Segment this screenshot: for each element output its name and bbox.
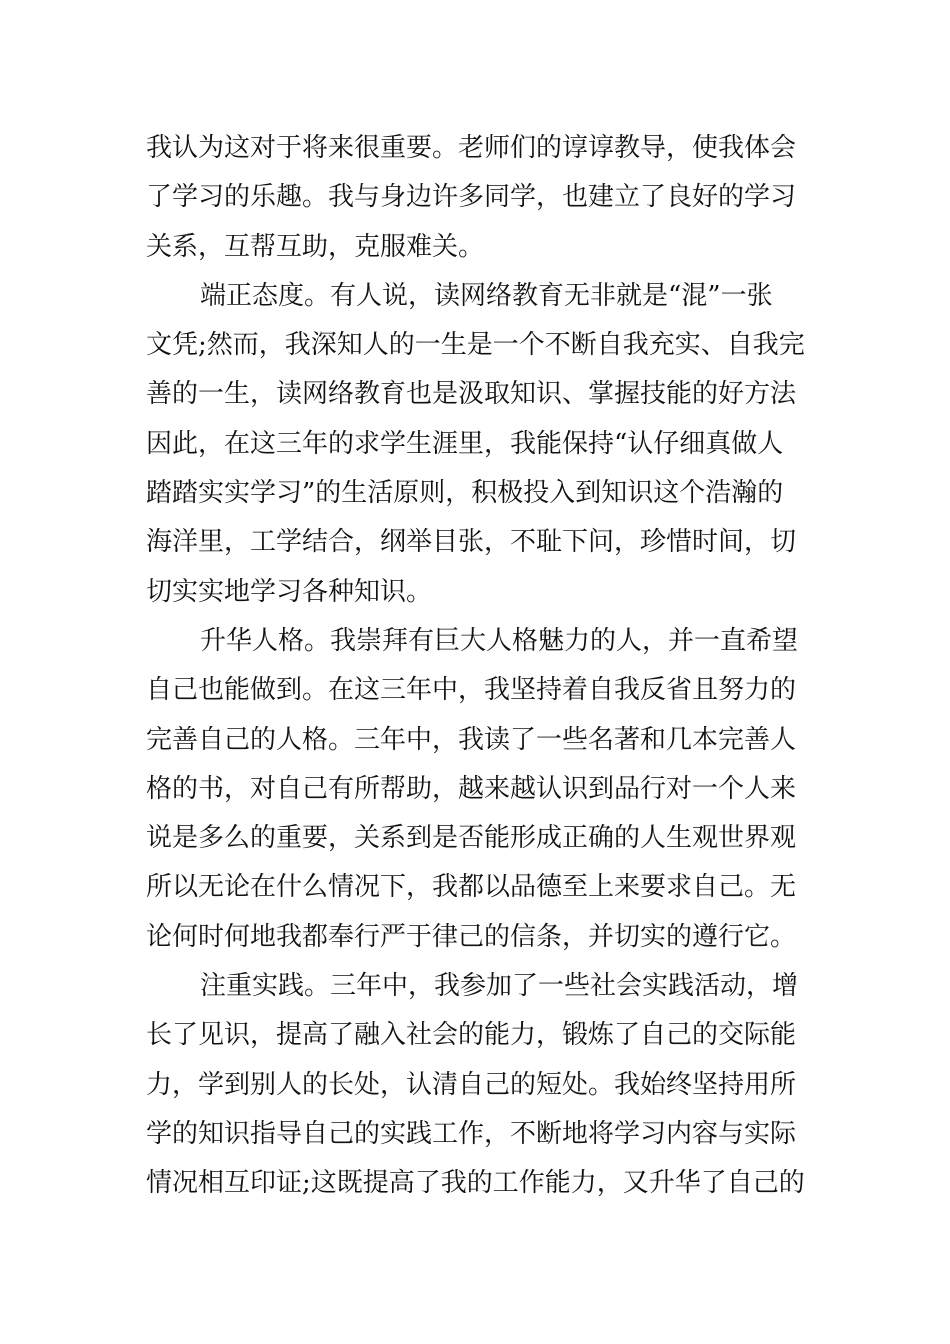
text-line: 格的书，对自己有所帮助，越来越认识到品行对一个人来 — [146, 773, 797, 804]
text-line: 自己也能做到。在这三年中，我坚持着自我反省且努力的 — [146, 675, 797, 706]
paragraph-personality — [146, 617, 816, 962]
text-line: 切实实地学习各种知识。 — [146, 576, 433, 607]
text-line: 完善自己的人格。三年中，我读了一些名著和几本完善人 — [146, 724, 797, 755]
document-body — [146, 124, 816, 1209]
text-line: 说是多么的重要，关系到是否能形成正确的人生观世界观 — [146, 823, 797, 854]
text-line: 情况相互印证;这既提高了我的工作能力，又升华了自己的 — [146, 1168, 805, 1199]
text-line: 注重实践。三年中，我参加了一些社会实践活动，增 — [200, 971, 799, 1002]
text-line: 关系，互帮互助，克服难关。 — [146, 231, 485, 262]
text-line: 因此，在这三年的求学生涯里，我能保持“认仔细真做人 — [146, 428, 784, 459]
paragraph-attitude — [146, 272, 816, 617]
text-line: 学的知识指导自己的实践工作，不断地将学习内容与实际 — [146, 1118, 797, 1149]
text-line: 长了见识，提高了融入社会的能力，锻炼了自己的交际能 — [146, 1020, 797, 1051]
text-line: 升华人格。我崇拜有巨大人格魅力的人，并一直希望 — [200, 625, 799, 656]
text-line: 海洋里，工学结合，纲举目张，不耻下问，珍惜时间，切 — [146, 527, 797, 558]
paragraph-practice — [146, 962, 816, 1208]
text-line: 文凭;然而，我深知人的一生是一个不断自我充实、自我完 — [146, 330, 805, 361]
text-line: 我认为这对于将来很重要。老师们的谆谆教导，使我体会 — [146, 133, 797, 163]
text-line: 所以无论在什么情况下，我都以品德至上来要求自己。无 — [146, 872, 797, 903]
text-line: 论何时何地我都奉行严于律己的信条，并切实的遵行它。 — [146, 921, 797, 952]
text-line: 了学习的乐趣。我与身边许多同学，也建立了良好的学习 — [146, 182, 797, 213]
text-line: 端正态度。有人说，读网络教育无非就是“混”一张 — [200, 280, 773, 311]
text-line: 踏踏实实学习”的生活原则，积极投入到知识这个浩瀚的 — [146, 478, 784, 509]
text-line: 力，学到别人的长处，认清自己的短处。我始终坚持用所 — [146, 1069, 797, 1100]
text-line: 善的一生，读网络教育也是汲取知识、掌握技能的好方法 — [146, 379, 797, 410]
paragraph-study-relationships — [146, 124, 816, 272]
